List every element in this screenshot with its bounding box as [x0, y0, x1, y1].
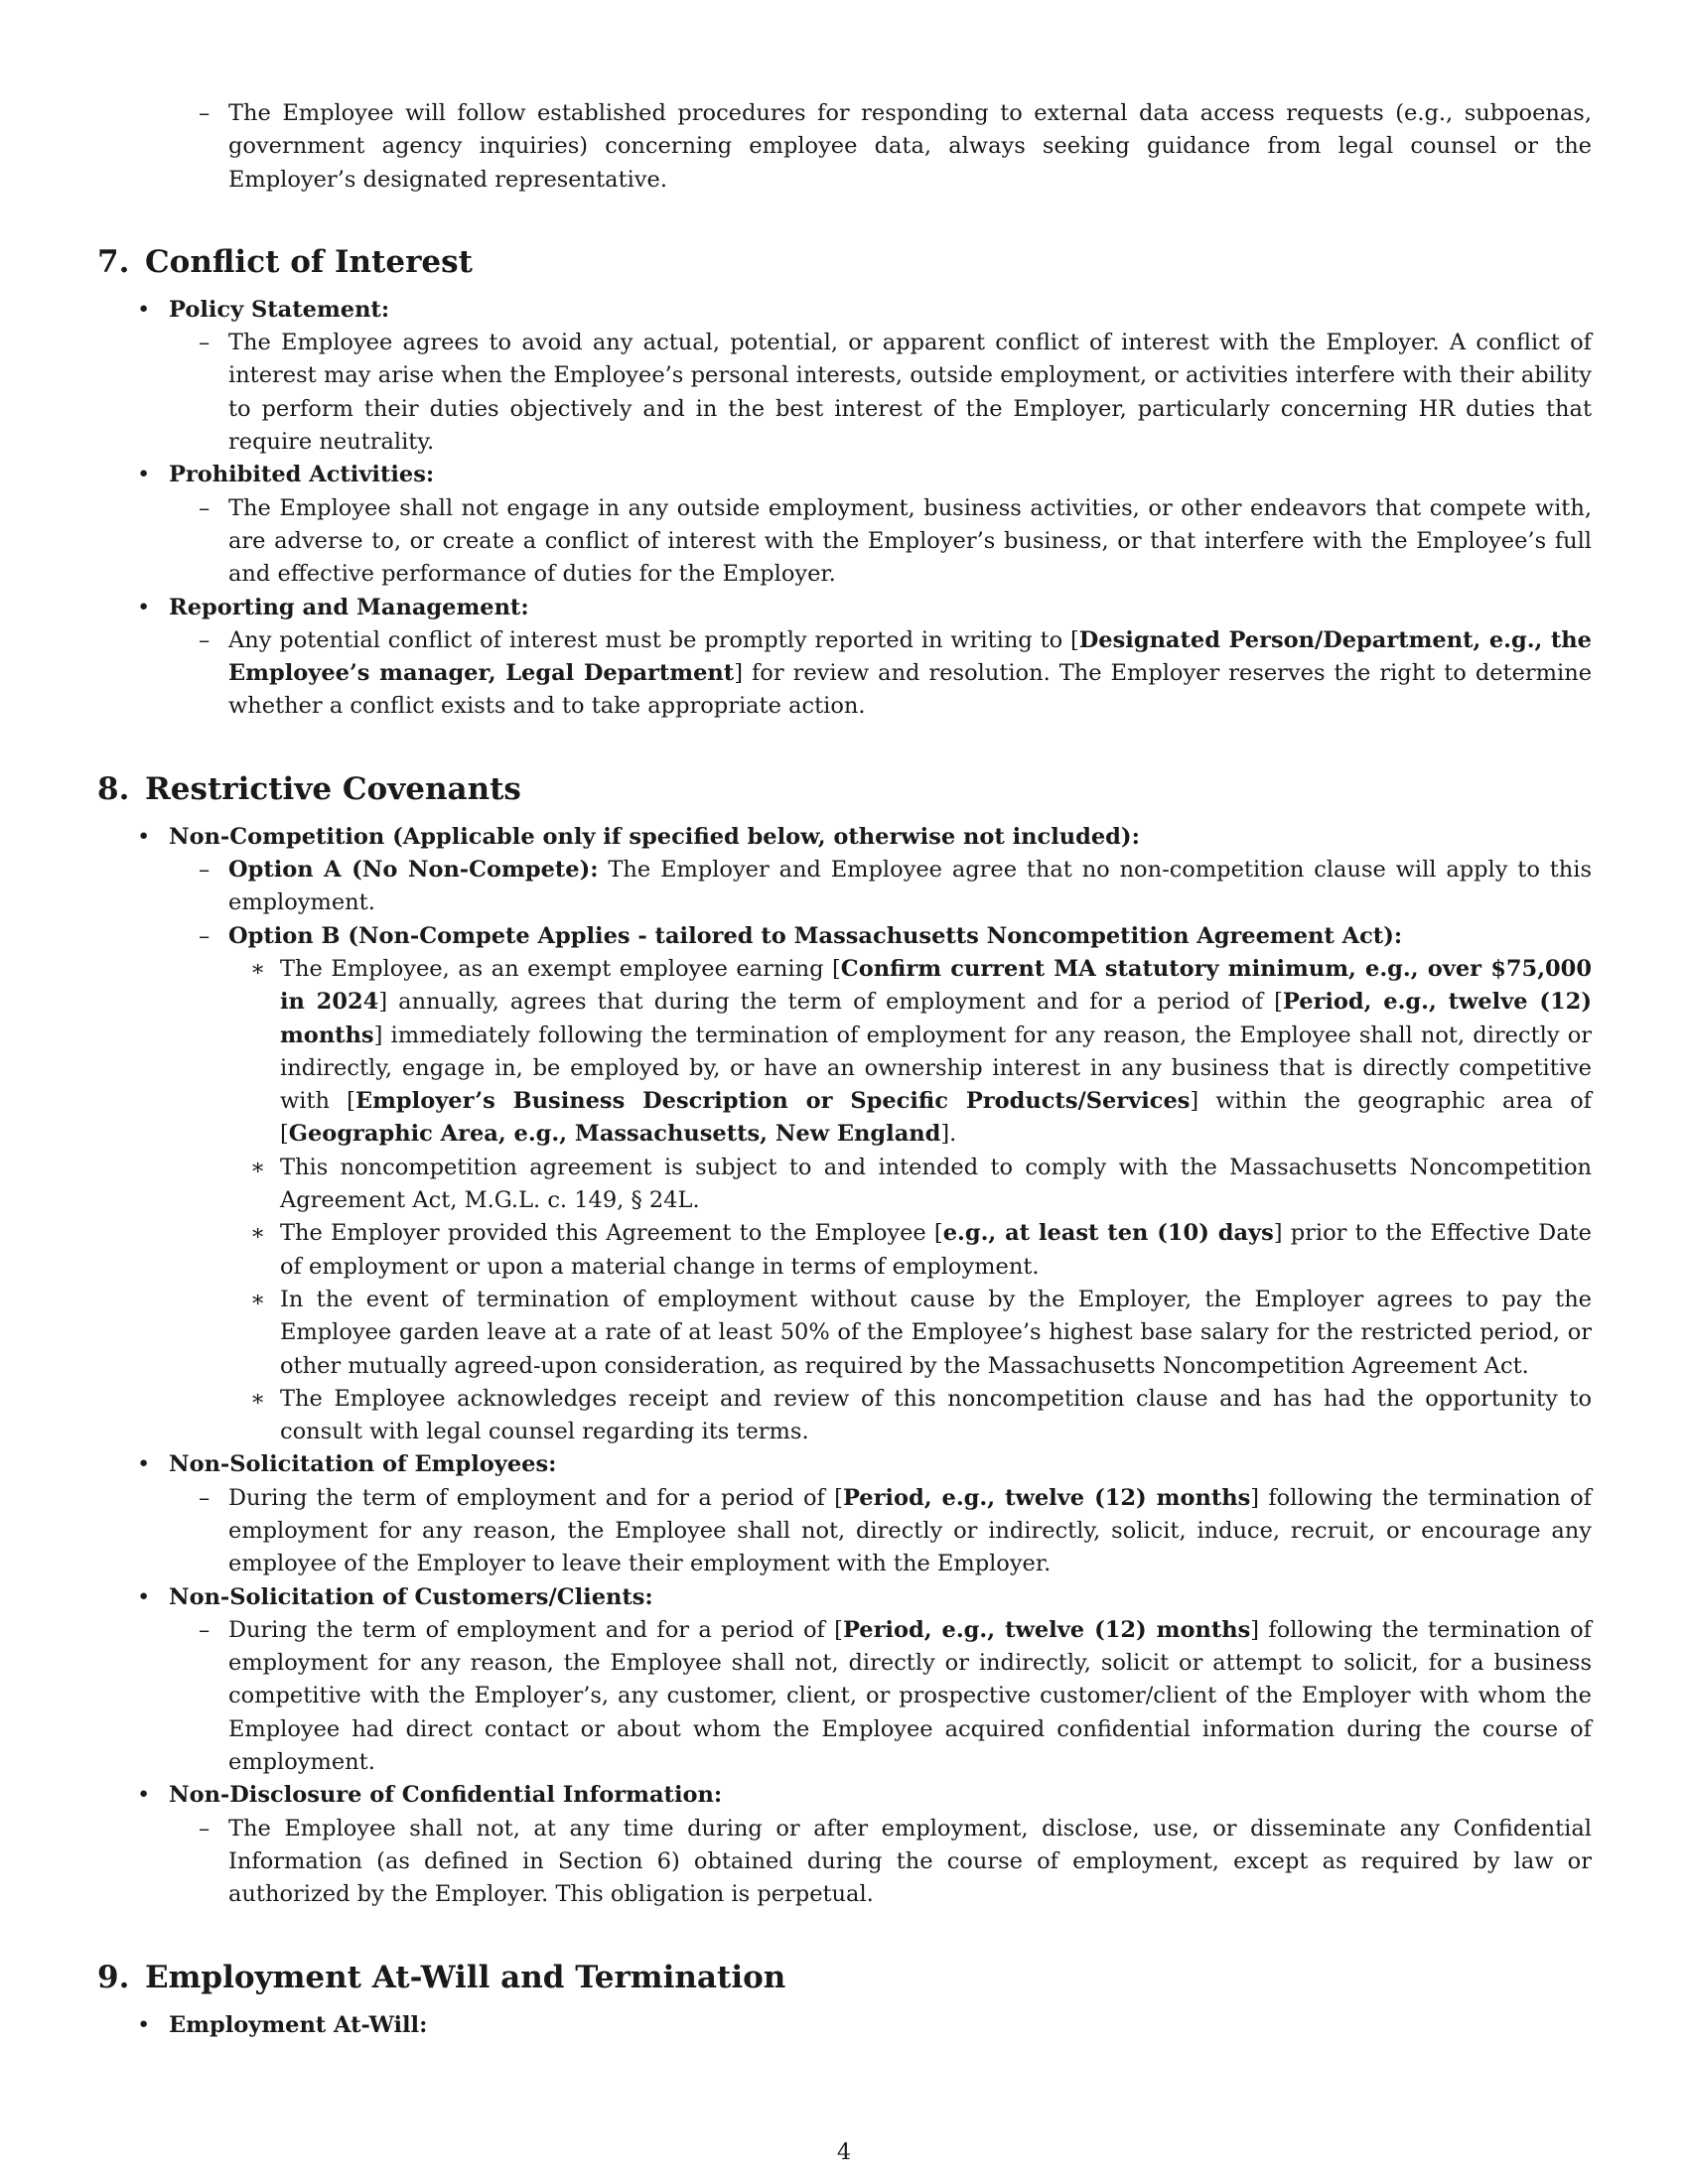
list-item: – Option A (No Non-Compete): The Employer and Employee agree that no non-competition clause will apply to this employment. [97, 854, 1592, 920]
dash-marker: – [199, 494, 211, 521]
section-number: 9. [97, 1959, 130, 1995]
dash-marker: – [199, 1616, 211, 1643]
star-marker: ∗ [250, 955, 266, 982]
bullet-marker: • [137, 823, 151, 850]
section-title: Conflict of Interest [145, 243, 473, 280]
item-heading: Non-Competition (Applicable only if specified below, otherwise not included): [169, 823, 1140, 850]
bullet-marker: • [137, 296, 151, 323]
bullet-marker: • [137, 1782, 151, 1809]
item-heading: Policy Statement: [169, 296, 390, 323]
section-number: 7. [97, 243, 130, 280]
list-item: ∗ The Employee, as an exempt employee earning [Confirm current MA statutory minimum, e.g., over $75,000 in 2024] annually, agrees that during the term of employment and for a period of [Period, e.g., twelve (12) months] immediately following the termination of employment for any reason, the Employee shall not, directly or indirectly, engage in, be employed by, or have an ownership interest in any business that is directly competitive with [Employer’s Business Description or Specific Products/Services] within the geographic area of [Geographic Area, e.g., Massachusetts, New England]. [97, 953, 1592, 1152]
list-item: – The Employee shall not, at any time during or after employment, disclose, use, or disseminate any Confidential Information (as defined in Section 6) obtained during the course of employment, except as required by law or authorized by the Employer. This obligation is perpetual. [97, 1813, 1592, 1912]
bullet-marker: • [137, 1451, 151, 1478]
page-number: 4 [836, 2139, 852, 2165]
list-item: – During the term of employment and for a period of [Period, e.g., twelve (12) months] following the termination of employment for any reason, the Employee shall not, directly or indirectly, solicit or attempt to solicit, for a business competitive with the Employer’s, any customer, client, or prospective customer/client of the Employer with whom the Employee had direct contact or about whom the Employee acquired confidential information during the course of employment. [97, 1614, 1592, 1779]
dash-marker: – [199, 626, 211, 653]
star-marker: ∗ [250, 1385, 266, 1412]
dash-marker: – [199, 1484, 211, 1511]
list-item: ∗ In the event of termination of employment without cause by the Employer, the Employer agrees to pay the Employee garden leave at a rate of at least 50% of the Employee’s highest base salary for the restricted period, or other mutually agreed-upon consideration, as required by the Massachusetts Noncompetition Agreement Act. [97, 1284, 1592, 1383]
bullet-marker: • [137, 2011, 151, 2038]
star-marker: ∗ [250, 1286, 266, 1312]
list-item: – The Employee will follow established procedures for responding to external data access requests (e.g., subpoenas, government agency inquiries) concerning employee data, always seeking guidance from legal counsel or the Employer’s designated representative. [97, 97, 1592, 197]
list-item [97, 1448, 1592, 1481]
bullet-marker: • [137, 1583, 151, 1610]
list-item: ∗ The Employee acknowledges receipt and review of this noncompetition clause and has had the opportunity to consult with legal counsel regarding its terms. [97, 1383, 1592, 1449]
list-item: – The Employee shall not engage in any outside employment, business activities, or other endeavors that compete with, are adverse to, or create a conflict of interest with the Employer’s business, or that interfere with the Employee’s full and effective performance of duties for the Employer. [97, 492, 1592, 592]
dash-marker: – [199, 330, 211, 356]
dash-marker: – [199, 1815, 211, 1842]
list-item: – During the term of employment and for a period of [Period, e.g., twelve (12) months] following the termination of employment for any reason, the Employee shall not, directly or indirectly, solicit, induce, recruit, or encourage any employee of the Employer to leave their employment with the Employer. [97, 1482, 1592, 1581]
list-item: ∗ This noncompetition agreement is subject to and intended to comply with the Massachusetts Noncompetition Agreement Act, M.G.L. c. 149, § 24L. [97, 1152, 1592, 1218]
list-item: ∗ The Employer provided this Agreement to the Employee [e.g., at least ten (10) days] prior to the Effective Date of employment or upon a material change in terms of employment. [97, 1217, 1592, 1284]
section-title: Employment At-Will and Termination [145, 1959, 786, 1995]
dash-marker: – [199, 857, 211, 884]
bullet-marker: • [137, 594, 151, 620]
list-item: – Any potential conflict of interest must be promptly reported in writing to [Designated Person/Department, e.g., the Employee’s manager, Legal Department] for review and resolution. The Employer reserves the right to determine whether a conflict exists and to take appropriate action. [97, 624, 1592, 724]
dash-marker: – [199, 922, 211, 949]
list-item [97, 1581, 1592, 1614]
section-title: Restrictive Covenants [145, 770, 521, 807]
section-number: 8. [97, 770, 130, 807]
list-item [97, 592, 1592, 624]
item-heading: Non-Solicitation of Employees: [169, 1451, 557, 1478]
section-heading-7 [97, 242, 1592, 282]
item-heading: Prohibited Activities: [169, 462, 435, 488]
section-heading-8 [97, 769, 1592, 809]
list-item: – The Employee agrees to avoid any actual, potential, or apparent conflict of interest with the Employer. A conflict of interest may arise when the Employee’s personal interests, outside employment, or activities interfere with their ability to perform their duties objectively and in the best interest of the Employer, particularly concerning HR duties that require neutrality. [97, 327, 1592, 459]
dash-marker: – [199, 100, 211, 126]
item-heading: Non-Solicitation of Customers/Clients: [169, 1583, 653, 1610]
bullet-marker: • [137, 462, 151, 488]
star-marker: ∗ [250, 1154, 266, 1180]
item-heading: Employment At-Will: [169, 2011, 428, 2038]
list-item [97, 1779, 1592, 1812]
star-marker: ∗ [250, 1220, 266, 1247]
section-heading-9 [97, 1958, 1592, 1997]
page-content [97, 97, 1592, 2042]
list-item [97, 821, 1592, 854]
list-item [97, 459, 1592, 491]
list-item: – Option B (Non-Compete Applies - tailored to Massachusetts Noncompetition Agreement Act): [97, 920, 1592, 953]
list-item [97, 2009, 1592, 2042]
item-heading: Non-Disclosure of Confidential Information: [169, 1782, 723, 1809]
item-heading: Reporting and Management: [169, 594, 529, 620]
list-item [97, 294, 1592, 327]
